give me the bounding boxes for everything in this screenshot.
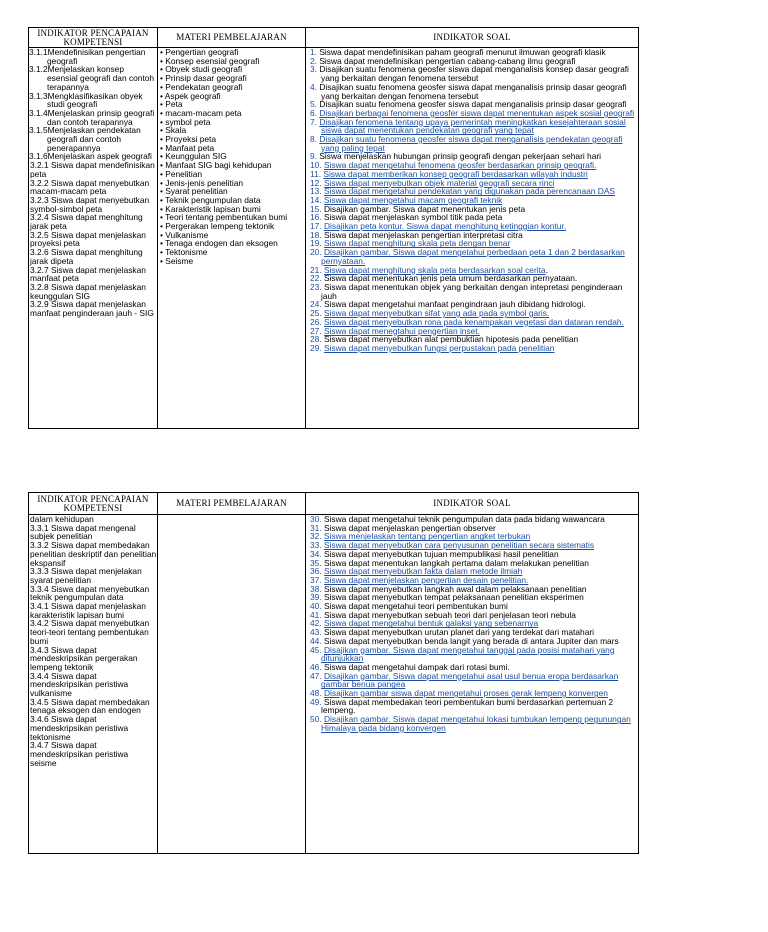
question-number: 32. — [310, 531, 322, 542]
question-number: 13. — [310, 186, 322, 197]
question-number: 30. — [310, 514, 322, 524]
question-number: 35. — [310, 557, 322, 568]
question-number: 17. — [310, 221, 322, 232]
competency-cell — [29, 48, 158, 429]
question-number: 11. — [310, 168, 322, 179]
question-number: 39. — [310, 592, 322, 603]
question-number: 15. — [310, 203, 322, 214]
curriculum-table-2 — [28, 492, 639, 854]
header-material: MATERI PEMBELAJARAN — [158, 28, 306, 48]
question-number: 49. — [310, 696, 322, 707]
competency-item: 3.3.1 Siswa dapat mengenal subjek penelitian — [30, 522, 136, 542]
question-link[interactable]: Siswa dapat menyebutkan fakta dalam metode ilmiah — [323, 566, 523, 577]
question-text: Siswa dapat menyebutkan urutan planet dari yang terdekat dari matahari — [323, 627, 595, 638]
question-link[interactable]: Siswa dapat mengetahui macam geografi teknik — [323, 194, 503, 205]
competency-item: 3.1.2Menjelaskan konsep esensial geografi dan contoh terapannya — [29, 64, 155, 92]
question-number: 40. — [310, 601, 322, 612]
question-link[interactable]: Siswa dapat menegtahui pengertian inset. — [323, 325, 480, 336]
question-item — [308, 698, 636, 715]
competency-item: 3.3.4 Siswa dapat menyebutkan teknik pengumpulan data — [30, 583, 150, 603]
competency-item: 3.4.5 Siswa dapat membedakan tenaga eksogen dan endogen — [30, 696, 150, 716]
question-number: 22. — [310, 273, 322, 284]
material-item: • Manfaat SIG bagi kehidupan — [160, 160, 272, 171]
question-item — [308, 283, 636, 300]
question-link[interactable]: Disajikan peta kontur. Siswa dapat menghitung ketinggian kontur. — [323, 221, 567, 232]
header-competency: INDIKATOR PENCAPAIAN KOMPETENSI — [29, 493, 158, 515]
question-text: Siswa dapat menyebutkan langkah awal dalam pelaksanaan penelitian — [323, 583, 587, 594]
question-number: 50. — [310, 714, 322, 725]
question-text: Siswa dapat mendefinisikan pengertian cabang-cabang ilmu geografi — [319, 55, 576, 66]
header-competency: INDIKATOR PENCAPAIAN KOMPETENSI — [29, 28, 158, 48]
question-link[interactable]: Disajikan suatu fenomena geosfer siswa dapat menganalisis pendekatan geografi yang paling tepat — [319, 134, 623, 153]
material-item: • Teknik pengumpulan data — [160, 194, 261, 205]
question-item[interactable] — [308, 118, 636, 135]
competency-item: 3.4.1 Siswa dapat menjelaskan karakteristik lapisan bumi — [30, 601, 146, 620]
material-item: • Pengertian geografi — [160, 47, 239, 57]
question-item[interactable] — [308, 646, 636, 663]
question-text: Siswa dapat menjelaskan pengertian observer — [323, 522, 496, 533]
header-question: INDIKATOR SOAL — [306, 493, 639, 515]
question-number: 43. — [310, 627, 322, 638]
question-number: 6. — [310, 107, 317, 118]
material-item: • Vulkanisme — [160, 229, 209, 240]
question-link[interactable]: Siswa menjelaskan tentang pengertian angket terbukan — [323, 531, 531, 542]
competency-cell — [29, 515, 158, 854]
question-suffix: . — [545, 264, 548, 275]
question-link[interactable]: Siswa dapat menghitung skala peta berdasarkan soal cerita — [323, 264, 546, 275]
question-text: Siswa dapat menyebutkan alat pembuktian hipotesis pada penelitian — [323, 334, 579, 345]
material-item: • Manfaat peta — [160, 142, 215, 153]
competency-item: 3.2.8 Siswa dapat menjelaskan keunggulan SIG — [30, 281, 146, 301]
material-item: • Pergerakan lempeng tektonik — [160, 221, 275, 232]
competency-item: dalam kehidupan — [30, 514, 94, 524]
question-cell — [306, 48, 639, 429]
question-number: 25. — [310, 308, 322, 319]
material-item: • Aspek geografi — [160, 90, 221, 101]
question-item[interactable] — [308, 135, 636, 152]
question-item[interactable] — [308, 672, 636, 689]
question-link[interactable]: Disajikan gambar siswa dapat mengetahui proses gerak lempeng konvergen — [323, 688, 608, 699]
competency-item: 3.4.2 Siswa dapat menyebutkan teori-teori tentang pembentukan bumi — [30, 618, 150, 646]
question-number: 48. — [310, 688, 322, 699]
question-item[interactable] — [308, 248, 636, 265]
question-number: 24. — [310, 299, 322, 310]
question-link[interactable]: Siswa dapat mengetahui bentuk galaksi yang sebenarnya — [323, 618, 539, 629]
question-link[interactable]: Siswa dapat mengetahui pendekatan yang digunakan pada perencanaan DAS — [323, 186, 616, 197]
material-item: • Pendekatan geografi — [160, 81, 243, 92]
question-number: 3. — [310, 64, 317, 75]
material-item: • Obyek studi geografi — [160, 64, 243, 75]
question-number: 1. — [310, 47, 317, 57]
header-material: MATERI PEMBELAJARAN — [158, 493, 306, 515]
question-link[interactable]: Siswa dapat menyebutkan sifat yang ada pada symbol garis. — [323, 308, 550, 319]
question-link[interactable]: Siswa dapat menjelaskan pengertian desain penelitian. — [323, 574, 529, 585]
question-number: 26. — [310, 316, 322, 327]
question-item[interactable] — [308, 344, 636, 353]
competency-item: 3.2.2 Siswa dapat menyebutkan macam-macam peta — [30, 177, 150, 197]
competency-item: 3.1.4Menjelaskan prinsip geografi dan contoh terapannya — [29, 107, 155, 127]
material-item: • Proyeksi peta — [160, 134, 216, 145]
material-item: • Konsep esensial geografi — [160, 55, 260, 66]
material-item: • Karakteristik lapisan bumi — [160, 203, 261, 214]
question-text: Siswa dapat menentukan jenis peta umum berdasarkan pernyataan. — [323, 273, 578, 284]
competency-item: 3.4.6 Siswa dapat mendeskripsikan peristiwa tektonisme — [30, 714, 129, 742]
competency-item: 3.3.2 Siswa dapat membedakan penelitian deskriptif dan penelitian ekspansif — [30, 540, 157, 568]
question-text: Siswa dapat menentukan langkah pertama dalam melakukan penelitian — [323, 557, 589, 568]
question-number: 23. — [310, 281, 322, 292]
question-text: Siswa dapat mengetahui dampak dari rotasi bumi. — [323, 661, 510, 672]
competency-item: 3.2.3 Siswa dapat menyebutkan symbol-simbol peta — [30, 194, 150, 214]
material-item: • Skala — [160, 125, 187, 136]
material-item: • symbol peta — [160, 116, 211, 127]
question-text: Siswa dapat menentukan objek yang berkaitan dengan intepretasi penginderaan jauh — [321, 281, 623, 301]
question-number: 8. — [310, 134, 317, 145]
question-number: 21. — [310, 264, 322, 275]
question-text: Disajikan gambar. Siswa dapat menentukan jenis peta — [323, 203, 526, 214]
question-number: 14. — [310, 194, 322, 205]
question-number: 38. — [310, 583, 322, 594]
question-number: 7. — [310, 116, 317, 127]
material-item: • Penelitian — [160, 168, 203, 179]
competency-item: 3.1.6Menjelaskan aspek geografi — [29, 151, 152, 162]
question-number: 16. — [310, 212, 322, 223]
question-number: 47. — [310, 670, 322, 681]
question-link[interactable]: Siswa dapat menyebutkan objek material geografi secara rinci — [323, 177, 555, 188]
question-item — [308, 83, 636, 100]
question-link[interactable]: Disajikan gambar. Siswa dapat mengetahui perbedaan peta 1 dan 2 berdasarkan pernyataan. — [321, 247, 625, 266]
material-item: • Syarat penelitian — [160, 186, 228, 197]
question-text: Siswa dapat menjelaskan symbol titik pada peta — [323, 212, 503, 223]
question-link[interactable]: Siswa dapat mengetahui fenomena geosfer berdasarkan prinsip geografi. — [323, 160, 597, 171]
question-link[interactable]: Disajikan berbagai fenomena geosfer siswa dapat menentukan aspek sosial geografi — [319, 107, 635, 118]
question-text: Siswa menjelaskan hubungan prinsip geografi dengan pekerjaan sehari hari — [319, 151, 602, 162]
question-link[interactable]: Siswa dapat menyebutkan fungsi perpustakan pada penelitian — [323, 342, 555, 353]
question-number: 36. — [310, 566, 322, 577]
question-link[interactable]: Siswa dapat menghitung skala peta dengan benar — [323, 238, 511, 249]
question-number: 42. — [310, 618, 322, 629]
question-text: Siswa dapat menyebutkan tujuan mempublikasi hasil penelitian — [323, 548, 559, 559]
material-item: • Peta — [160, 99, 183, 110]
material-item: • Keunggulan SIG — [160, 151, 227, 162]
question-link[interactable]: Siswa dapat menyebutkan rona pada kenampakan vegetasi dan dataran rendah. — [323, 316, 624, 327]
question-text: Siswa dapat menjelaskan pengertian interpretasi citra — [323, 229, 523, 240]
question-item — [308, 65, 636, 82]
curriculum-table-1 — [28, 27, 639, 429]
question-number: 31. — [310, 522, 322, 533]
material-item: • Tektonisme — [160, 247, 208, 258]
question-text: Siswa dapat mengetahui teori pembentukan bumi — [323, 601, 508, 612]
question-number: 41. — [310, 609, 322, 620]
question-number: 46. — [310, 661, 322, 672]
question-number: 34. — [310, 548, 322, 559]
question-text: Siswa dapat membedakan teori pembentukan bumi berdasarkan pertemuan 2 lempeng. — [321, 696, 614, 716]
competency-item: 3.4.4 Siswa dapat mendeskripsikan peristiwa vulkanisme — [30, 670, 129, 699]
competency-item: 3.1.1Mendefinisikan pengertian geografi — [29, 47, 146, 66]
competency-item: 3.4.3 Siswa dapat mendeskripsikan pergerakan lempeng tektonik — [30, 644, 138, 672]
question-text: Siswa dapat menyebutkan sebuah teori dari penjelasan teori nebula — [323, 609, 576, 620]
question-number: 9. — [310, 151, 317, 162]
material-cell — [158, 48, 306, 429]
material-item: • Prinsip dasar geografi — [160, 73, 247, 84]
question-link[interactable]: Disajikan gambar. Siswa dapat mengetahui tanggal pada posisi matahari yang ditunjukkan — [321, 644, 615, 664]
question-number: 10. — [310, 160, 322, 171]
question-number: 29. — [310, 342, 322, 353]
question-link[interactable]: Siswa dapat menyebutkan cara penyusunan penelitian secara sistematis — [323, 540, 595, 551]
question-number: 5. — [310, 99, 317, 110]
competency-item: 3.1.5Menjelaskan pendekatan geografi dan contoh penerapannya — [29, 125, 141, 153]
question-number: 20. — [310, 247, 322, 258]
question-number: 27. — [310, 325, 322, 336]
competency-item: 3.2.1 Siswa dapat mendefinisikan peta — [30, 160, 155, 179]
question-number: 44. — [310, 635, 322, 646]
question-number: 37. — [310, 574, 322, 585]
competency-item: 3.2.7 Siswa dapat menjelaskan manfaat peta — [30, 264, 146, 284]
question-link[interactable]: Siswa dapat memberikan konsep geografi berdasarkan wilayah industri — [323, 168, 588, 179]
question-text: Siswa dapat menyebutkan tempat pelaksanaan penelitian eksperimen — [323, 592, 584, 603]
material-cell — [158, 515, 306, 854]
question-text: Siswa dapat mengetahui manfaat pengindraan jauh dibidang hidrologi. — [323, 299, 586, 310]
question-text: Siswa dapat mendefinisikan paham geografi menurut ilmuwan geografi klasik — [319, 47, 606, 57]
question-number: 28. — [310, 334, 322, 345]
question-link[interactable]: Disajikan gambar. Siswa dapat mengetahui asal usul benua eropa berdasarkan gambar benua pangea — [321, 670, 619, 690]
question-number: 45. — [310, 644, 322, 655]
question-number: 18. — [310, 229, 322, 240]
question-cell — [306, 515, 639, 854]
question-text: Disajikan suatu fenomena geosfer siswa dapat menganalisis konsep dasar geografi yang berkaitan dengan fenomena tersebut — [319, 64, 629, 84]
question-number: 33. — [310, 540, 322, 551]
competency-item: 3.2.6 Siswa dapat menghitung jarak dipeta — [30, 247, 143, 266]
question-text: Siswa dapat mengetahui teknik pengumpulan data pada bidang wawancara — [323, 514, 605, 524]
competency-item: 3.2.9 Siswa dapat menjelaskan manfaat penginderaan jauh - SIG — [30, 299, 154, 319]
question-text: Disajikan suatu fenomena geosfer siswa dapat menganalisis prinsip dasar geografi yang berkaitan dengan fenomena tersebut — [319, 81, 627, 101]
material-item: • Jenis-jenis penelitian — [160, 177, 244, 188]
question-number: 12. — [310, 177, 322, 188]
question-text: Disajikan suatu fenomena geosfer siswa dapat menganalisis prinsip dasar geografi — [319, 99, 627, 110]
question-number: 19. — [310, 238, 322, 249]
competency-item: 3.3.3 Siswa dapat menjelakan syarat penelitian — [30, 566, 142, 585]
material-item: • Tenaga endogen dan eksogen — [160, 238, 278, 249]
material-item: • Teori tentang pembentukan bumi — [160, 212, 288, 223]
question-number: 2. — [310, 55, 317, 66]
material-item: • macam-macam peta — [160, 107, 242, 118]
question-text: Siswa dapat menyebutkan benda langit yang berada di antara Jupiter dan mars — [323, 635, 619, 646]
competency-item: 3.2.4 Siswa dapat menghitung jarak peta — [30, 212, 143, 232]
question-item[interactable] — [308, 715, 636, 732]
question-number: 4. — [310, 81, 317, 92]
competency-item: 3.2.5 Siswa dapat menjelaskan proyeksi peta — [30, 229, 146, 249]
header-question: INDIKATOR SOAL — [306, 28, 639, 48]
competency-item: 3.4.7 Siswa dapat mendeskripsikan peristiwa seisme — [30, 740, 129, 768]
question-link[interactable]: Disajikan gambar. Siswa dapat mengetahui lokasi tumbukan lempeng pegunungan Himalaya pada bidang konvergen — [321, 714, 631, 733]
material-item: • Seisme — [160, 255, 194, 266]
competency-item: 3.1.3Mengklasifikasikan obyek studi geografi — [29, 90, 143, 110]
question-link[interactable]: Disajikan fenomena tentang upaya pemerintah meningkatkan kesejahteraan sosial siswa dapat menentukan pendekatan geografi yang tepat — [319, 116, 626, 136]
